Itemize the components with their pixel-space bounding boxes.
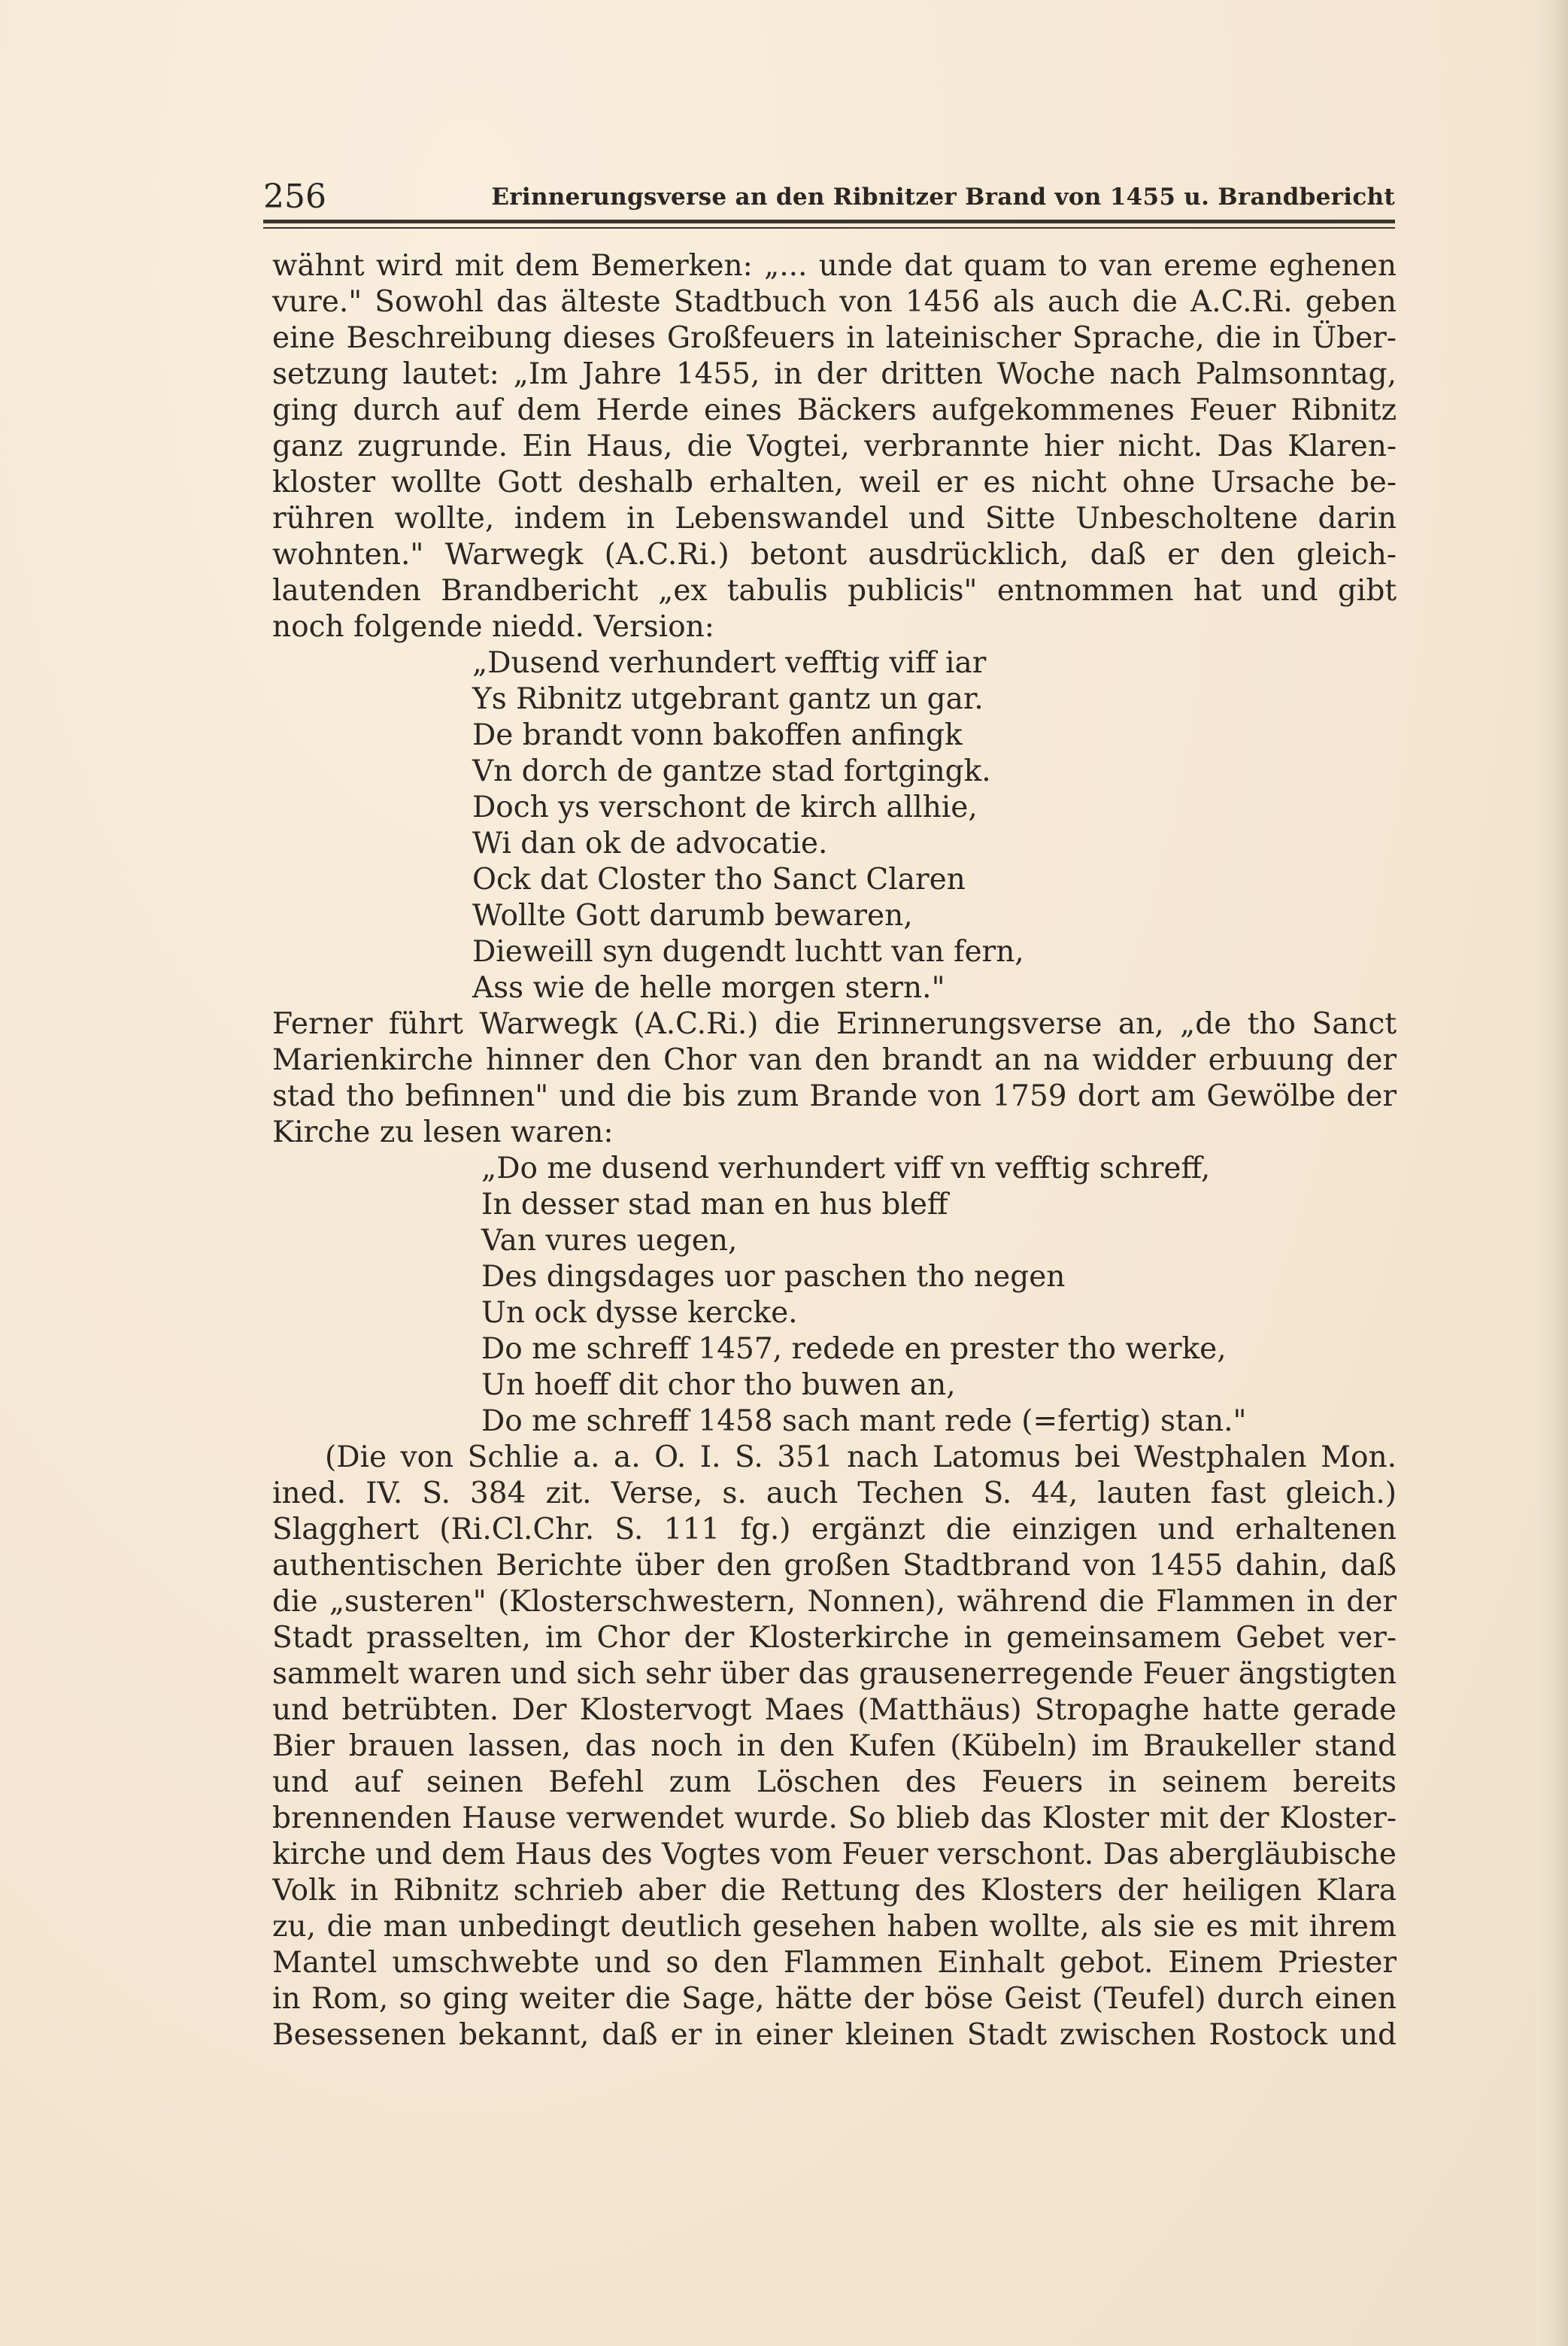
text-line: kloster wollte Gott deshalb erhalten, weil er es nicht ohne Ursache be-: [272, 466, 1397, 499]
text-line: Besessenen bekannt, daß er in einer kleinen Stadt zwischen Rostock und: [272, 2018, 1397, 2052]
verse-line: Wi dan ok de advocatie.: [472, 827, 828, 860]
verse-line: „Dusend verhundert vefftig viff iar: [472, 646, 987, 680]
verse-line: In desser stad man en hus bleff: [481, 1188, 948, 1222]
verse-line: Un hoeff dit chor tho buwen an,: [481, 1368, 956, 1402]
text-line: kirche und dem Haus des Vogtes vom Feuer verschont. Das abergläubische: [272, 1838, 1397, 1871]
text-line: und betrübten. Der Klostervogt Maes (Matthäus) Stropaghe hatte gerade: [272, 1693, 1397, 1727]
page-header: [263, 175, 1395, 220]
text-line: setzung lautet: „Im Jahre 1455, in der dritten Woche nach Palmsonntag,: [272, 357, 1397, 391]
verse-line: Ass wie de helle morgen stern.": [472, 971, 945, 1005]
text-line: in Rom, so ging weiter die Sage, hätte der böse Geist (Teufel) durch einen: [272, 1982, 1397, 2016]
verse-line: Vn dorch de gantze stad fortgingk.: [472, 754, 991, 788]
verse-line: Des dingsdages uor paschen tho negen: [481, 1260, 1066, 1294]
text-line: wähnt wird mit dem Bemerken: „... unde dat quam to van ereme eghenen: [272, 249, 1397, 283]
text-line: (Die von Schlie a. a. O. I. S. 351 nach Latomus bei Westphalen Mon.: [325, 1440, 1397, 1474]
verse-line: Ock dat Closter tho Sanct Claren: [472, 863, 966, 897]
text-line: die „susteren" (Klosterschwestern, Nonnen), während die Flammen in der: [272, 1585, 1397, 1619]
verse-line: Ys Ribnitz utgebrant gantz un gar.: [472, 682, 984, 716]
page-number: 256: [263, 178, 326, 216]
text-line: Mantel umschwebte und so den Flammen Einhalt gebot. Einem Priester: [272, 1946, 1397, 1980]
verse-line: Un ock dysse kercke.: [481, 1296, 798, 1330]
header-rule-thick: [263, 220, 1395, 223]
verse-line: De brandt vonn bakoffen anfingk: [472, 718, 963, 752]
text-line: noch folgende niedd. Version:: [272, 610, 714, 644]
verse-line: Wollte Gott darumb bewaren,: [472, 899, 913, 933]
verse-line: Dieweill syn dugendt luchtt van fern,: [472, 935, 1024, 969]
text-line: und auf seinen Befehl zum Löschen des Feuers in seinem bereits: [272, 1765, 1397, 1799]
text-line: ging durch auf dem Herde eines Bäckers aufgekommenes Feuer Ribnitz: [272, 393, 1397, 427]
verse-line: Do me schreff 1458 sach mant rede (=fertig) stan.": [481, 1404, 1247, 1438]
paragraph-3: [272, 1440, 1397, 2053]
text-line: sammelt waren und sich sehr über das grausenerregende Feuer ängstigten: [272, 1657, 1397, 1691]
text-line: stad tho befinnen" und die bis zum Brande von 1759 dort am Gewölbe der: [272, 1079, 1397, 1113]
paragraph-2: [272, 1006, 1397, 1151]
body-text: [272, 248, 1397, 2053]
text-line: authentischen Berichte über den großen Stadtbrand von 1455 dahin, daß: [272, 1549, 1397, 1583]
verse-block-1: [472, 645, 1397, 1006]
text-line: vure." Sowohl das älteste Stadtbuch von 1456 als auch die A.C.Ri. geben: [272, 285, 1397, 319]
verse-line: „Do me dusend verhundert viff vn vefftig schreff,: [481, 1152, 1211, 1185]
text-line: Volk in Ribnitz schrieb aber die Rettung des Klosters der heiligen Klara: [272, 1874, 1397, 1907]
verse-line: Doch ys verschont de kirch allhie,: [472, 791, 978, 824]
text-line: Ferner führt Warwegk (A.C.Ri.) die Erinnerungsverse an, „de tho Sanct: [272, 1007, 1397, 1041]
text-line: ined. IV. S. 384 zit. Verse, s. auch Techen S. 44, lauten fast gleich.): [272, 1476, 1397, 1510]
text-line: lautenden Brandbericht „ex tabulis publicis" entnommen hat und gibt: [272, 574, 1397, 608]
text-line: Slagghert (Ri.Cl.Chr. S. 111 fg.) ergänzt die einzigen und erhaltenen: [272, 1513, 1397, 1546]
text-line: zu, die man unbedingt deutlich gesehen haben wollte, als sie es mit ihrem: [272, 1910, 1397, 1944]
header-rule-thin: [263, 227, 1395, 229]
verse-line: Van vures uegen,: [481, 1224, 738, 1258]
text-line: wohnten." Warwegk (A.C.Ri.) betont ausdrücklich, daß er den gleich-: [272, 538, 1397, 572]
verse-line: Do me schreff 1457, redede en prester tho werke,: [481, 1332, 1227, 1366]
verse-block-2: [481, 1151, 1397, 1440]
text-line: Marienkirche hinner den Chor van den brandt an na widder erbuung der: [272, 1043, 1397, 1077]
text-line: Bier brauen lassen, das noch in den Kufen (Kübeln) im Braukeller stand: [272, 1729, 1397, 1763]
page-edge-shadow: [1536, 0, 1568, 2346]
text-line: brennenden Hause verwendet wurde. So blieb das Kloster mit der Kloster-: [272, 1801, 1397, 1835]
paragraph-1: [272, 248, 1397, 645]
text-line: rühren wollte, indem in Lebenswandel und Sitte Unbescholtene darin: [272, 502, 1397, 536]
text-line: ganz zugrunde. Ein Haus, die Vogtei, verbrannte hier nicht. Das Klaren-: [272, 429, 1397, 463]
text-line: Stadt prasselten, im Chor der Klosterkirche in gemeinsamem Gebet ver-: [272, 1621, 1397, 1655]
text-line: Kirche zu lesen waren:: [272, 1115, 614, 1149]
running-head: Erinnerungsverse an den Ribnitzer Brand von 1455 u. Brandbericht: [491, 184, 1395, 211]
text-line: eine Beschreibung dieses Großfeuers in lateinischer Sprache, die in Über-: [272, 321, 1397, 355]
